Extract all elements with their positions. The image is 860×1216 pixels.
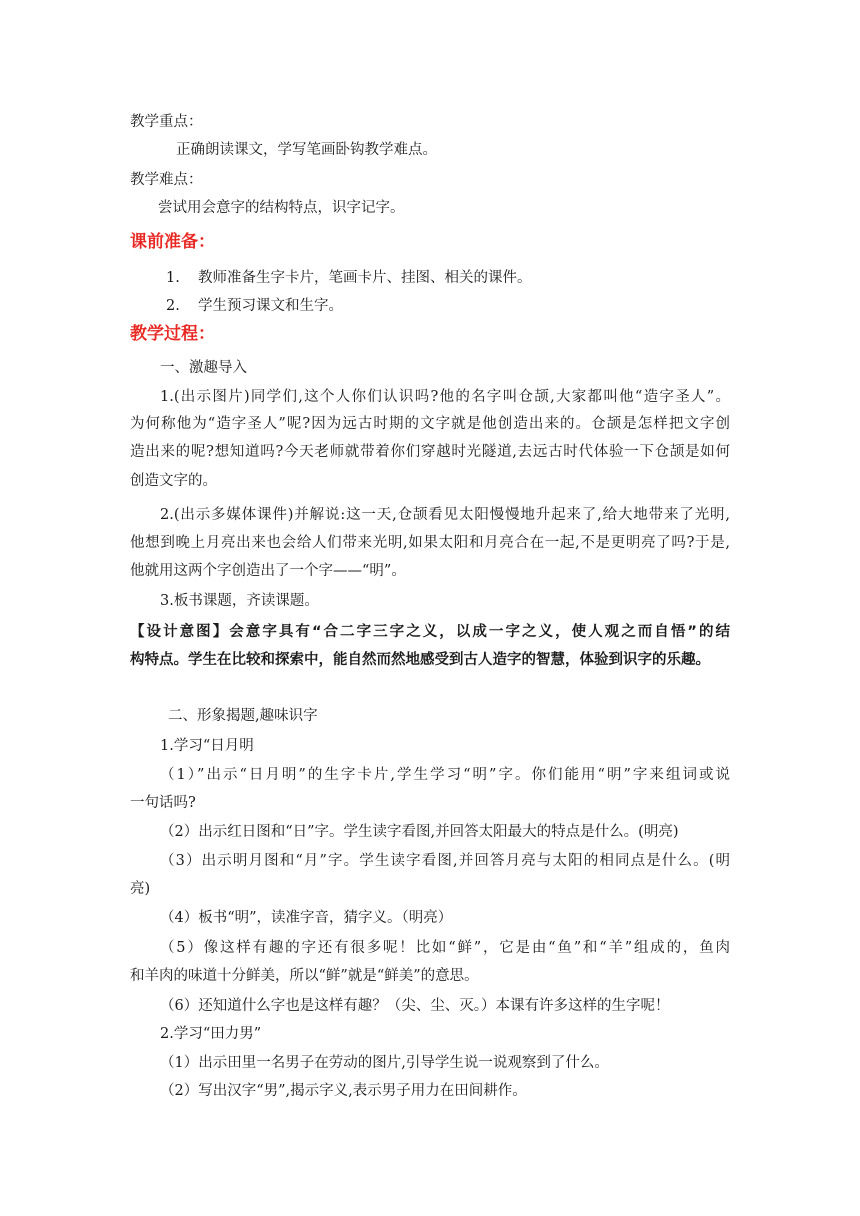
key-points-label: 教学重点： (130, 114, 203, 130)
difficulty-text: 尝试用会意字的结构特点，识字记字。 (158, 200, 405, 216)
design-intent-line-1: 【设计意图】会意字具有“合二字三字之义，以成一字之义，使人观之而自悟”的结 (130, 624, 730, 640)
para3: 3.板书课题，齐读课题。 (160, 593, 319, 609)
item1-line-2: 一句话吗? (130, 795, 196, 811)
section1-title: 一、激趣导入 (160, 360, 247, 376)
process-heading: 教学过程： (130, 324, 215, 344)
para1-line-3: 造出来的呢?想知道吗?今天老师就带着你们穿越时光隧道,去远古时代体验一下仓颉是如何 (130, 444, 730, 460)
item1-line-1: （1）”出示“日月明”的生字卡片,学生学习“明”字。你们能用“明”字来组词或说 (160, 767, 730, 783)
item4: （4）板书“明”，读准字音，猜字义。（明亮） (160, 910, 453, 926)
para1-line-1: 1.(出示图片)同学们,这个人你们认识吗?他的名字叫仓颉,大家都叫他“造字圣人”。 (160, 389, 730, 405)
prep-item-1-text: 教师准备生字卡片，笔画卡片、挂图、相关的课件。 (198, 270, 532, 286)
learn2-title: 2.学习“田力男” (160, 1026, 262, 1042)
item7: （1）出示田里一名男子在劳动的图片,引导学生说一说观察到了什么。 (160, 1055, 609, 1071)
para1-line-4: 创造文字的。 (130, 473, 217, 489)
learn1-title: 1.学习“日月明 (160, 738, 254, 754)
item8: （2）写出汉字“男”,揭示字义,表示男子用力在田间耕作。 (160, 1083, 527, 1099)
difficulty-label: 教学难点： (130, 172, 203, 188)
item6: （6）还知道什么字也是这样有趣？（尖、尘、灭。）本课有许多这样的生字呢！ (160, 998, 670, 1014)
prep-item-2-text: 学生预习课文和生字。 (198, 298, 343, 314)
item2: （2）出示红日图和“日”字。学生读字看图,并回答太阳最大的特点是什么。(明亮) (160, 824, 679, 840)
para2-line-1: 2.(出示多媒体课件)并解说:这一天,仓颉看见太阳慢慢地升起来了,给大地带来了光明, (160, 507, 730, 523)
prep-item-1-num: 1. (166, 270, 180, 286)
prep-heading: 课前准备： (130, 232, 215, 252)
para2-line-3: 他就用这两个字创造出了一个字——“明”。 (130, 563, 406, 579)
item5-line-2: 和羊肉的味道十分鲜美，所以“鲜”就是“鲜美”的意思。 (130, 968, 479, 984)
para2-line-2: 他想到晚上月亮出来也会给人们带来光明,如果太阳和月亮合在一起,不是更明亮了吗?于是, (130, 535, 730, 551)
prep-item-2-num: 2. (166, 298, 180, 314)
design-intent-line-2: 构特点。学生在比较和探索中，能自然而然地感受到古人造字的智慧，体验到识字的乐趣。 (130, 652, 710, 668)
item3-line-1: （3）出示明月图和“月”字。学生读字看图,并回答月亮与太阳的相同点是什么。(明 (160, 853, 730, 869)
para1-line-2: 为何称他为“造字圣人”呢?因为远古时期的文字就是他创造出来的。仓颉是怎样把文字创 (130, 416, 730, 432)
item5-line-1: （5）像这样有趣的字还有很多呢！比如“鲜”，它是由“鱼”和“羊”组成的，鱼肉 (160, 940, 730, 956)
key-points-text: 正确朗读课文，学写笔画卧钩教学难点。 (176, 142, 437, 158)
item3-line-2: 亮) (130, 881, 151, 897)
section2-title: 二、形象揭题,趣味识字 (168, 708, 318, 724)
